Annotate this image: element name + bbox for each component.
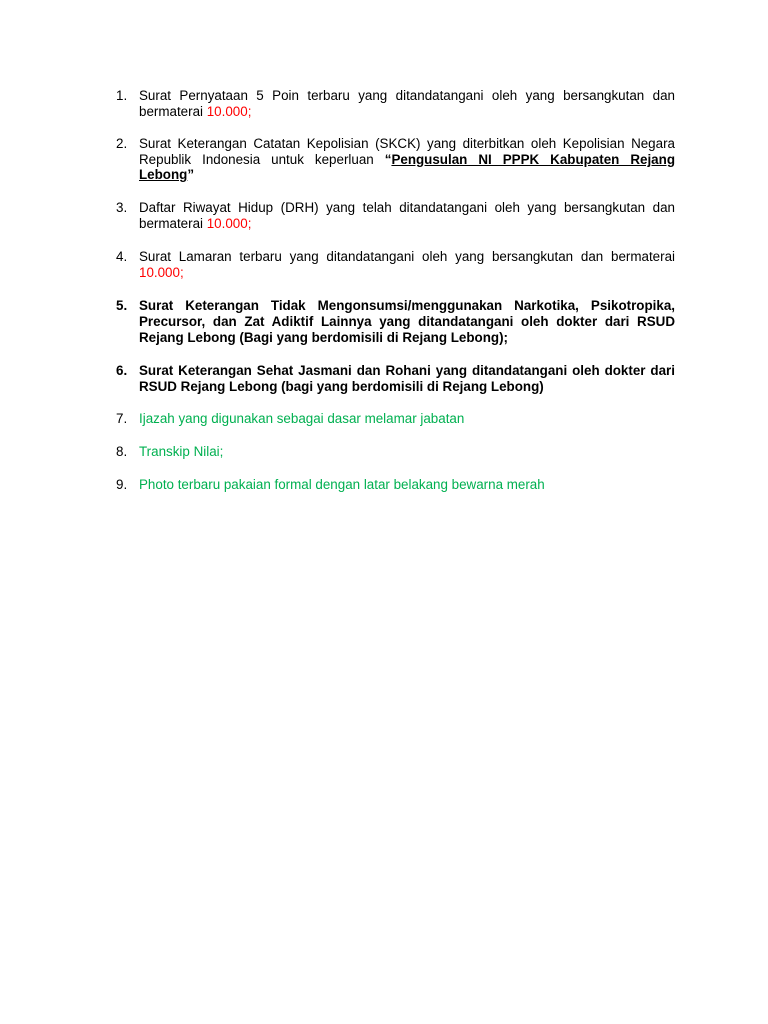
- list-item-text: [139, 249, 675, 280]
- list-item-text: Surat Keterangan Sehat Jasmani dan Rohani yang ditandatangani oleh dokter dari RSUD Rejang Lebong (bagi yang berdomisili di Rejang Lebong): [139, 363, 675, 394]
- list-item: [116, 249, 675, 280]
- list-item: [116, 444, 675, 460]
- list-item-number: 8.: [116, 443, 128, 459]
- list-item-text: Surat Keterangan Tidak Mengonsumsi/menggunakan Narkotika, Psikotropika, Precursor, dan Zat Adiktif Lainnya yang ditandatangani oleh dokter dari RSUD Rejang Lebong (Bagi yang berdomisili di Rejang Lebong);: [139, 298, 675, 345]
- stamp-duty-amount: 10.000;: [139, 264, 184, 280]
- list-item-text: Photo terbaru pakaian formal dengan latar belakang bewarna merah: [139, 476, 545, 492]
- list-item-text: Transkip Nilai;: [139, 443, 224, 459]
- list-item-text: [139, 200, 675, 231]
- requirements-list: [116, 88, 675, 509]
- stamp-duty-amount: 10.000;: [206, 103, 252, 119]
- list-item-number: 9.: [116, 476, 128, 492]
- list-item-number: 1.: [116, 88, 128, 103]
- stamp-duty-amount: 10.000;: [206, 215, 252, 231]
- list-item: [116, 200, 675, 231]
- list-item-number: 5.: [116, 298, 128, 314]
- list-item-number: 3.: [116, 199, 128, 215]
- list-item-number: 2.: [116, 136, 128, 152]
- list-item: [116, 88, 675, 119]
- list-item-number: 4.: [116, 249, 128, 265]
- list-item-body: Surat Keterangan Catatan Kepolisian (SKCK) yang diterbitkan oleh Kepolisian Negara Republik Indonesia untuk keperluan: [139, 136, 675, 167]
- list-item: [116, 136, 675, 183]
- quote-open: “: [384, 151, 392, 167]
- list-item-number: 7.: [116, 411, 128, 427]
- list-item: [116, 363, 675, 394]
- list-item: [116, 477, 675, 493]
- list-item-body: Surat Pernyataan 5 Poin terbaru yang ditandatangani oleh yang bersangkutan dan bermaterai: [139, 88, 675, 119]
- list-item-body: Daftar Riwayat Hidup (DRH) yang telah ditandatangani oleh yang bersangkutan dan bermaterai: [139, 199, 675, 231]
- quote-close: ”: [187, 167, 195, 183]
- purpose-emphasis: Pengusulan NI PPPK Kabupaten Rejang Lebong: [139, 151, 675, 183]
- list-item-text: Ijazah yang digunakan sebagai dasar melamar jabatan: [139, 411, 465, 427]
- list-item-number: 6.: [116, 363, 128, 379]
- list-item-text: [139, 136, 675, 183]
- list-item: [116, 298, 675, 345]
- list-item-text: [139, 88, 675, 119]
- list-item-body: Surat Lamaran terbaru yang ditandatangani oleh yang bersangkutan dan bermaterai: [139, 249, 675, 265]
- list-item: [116, 411, 675, 427]
